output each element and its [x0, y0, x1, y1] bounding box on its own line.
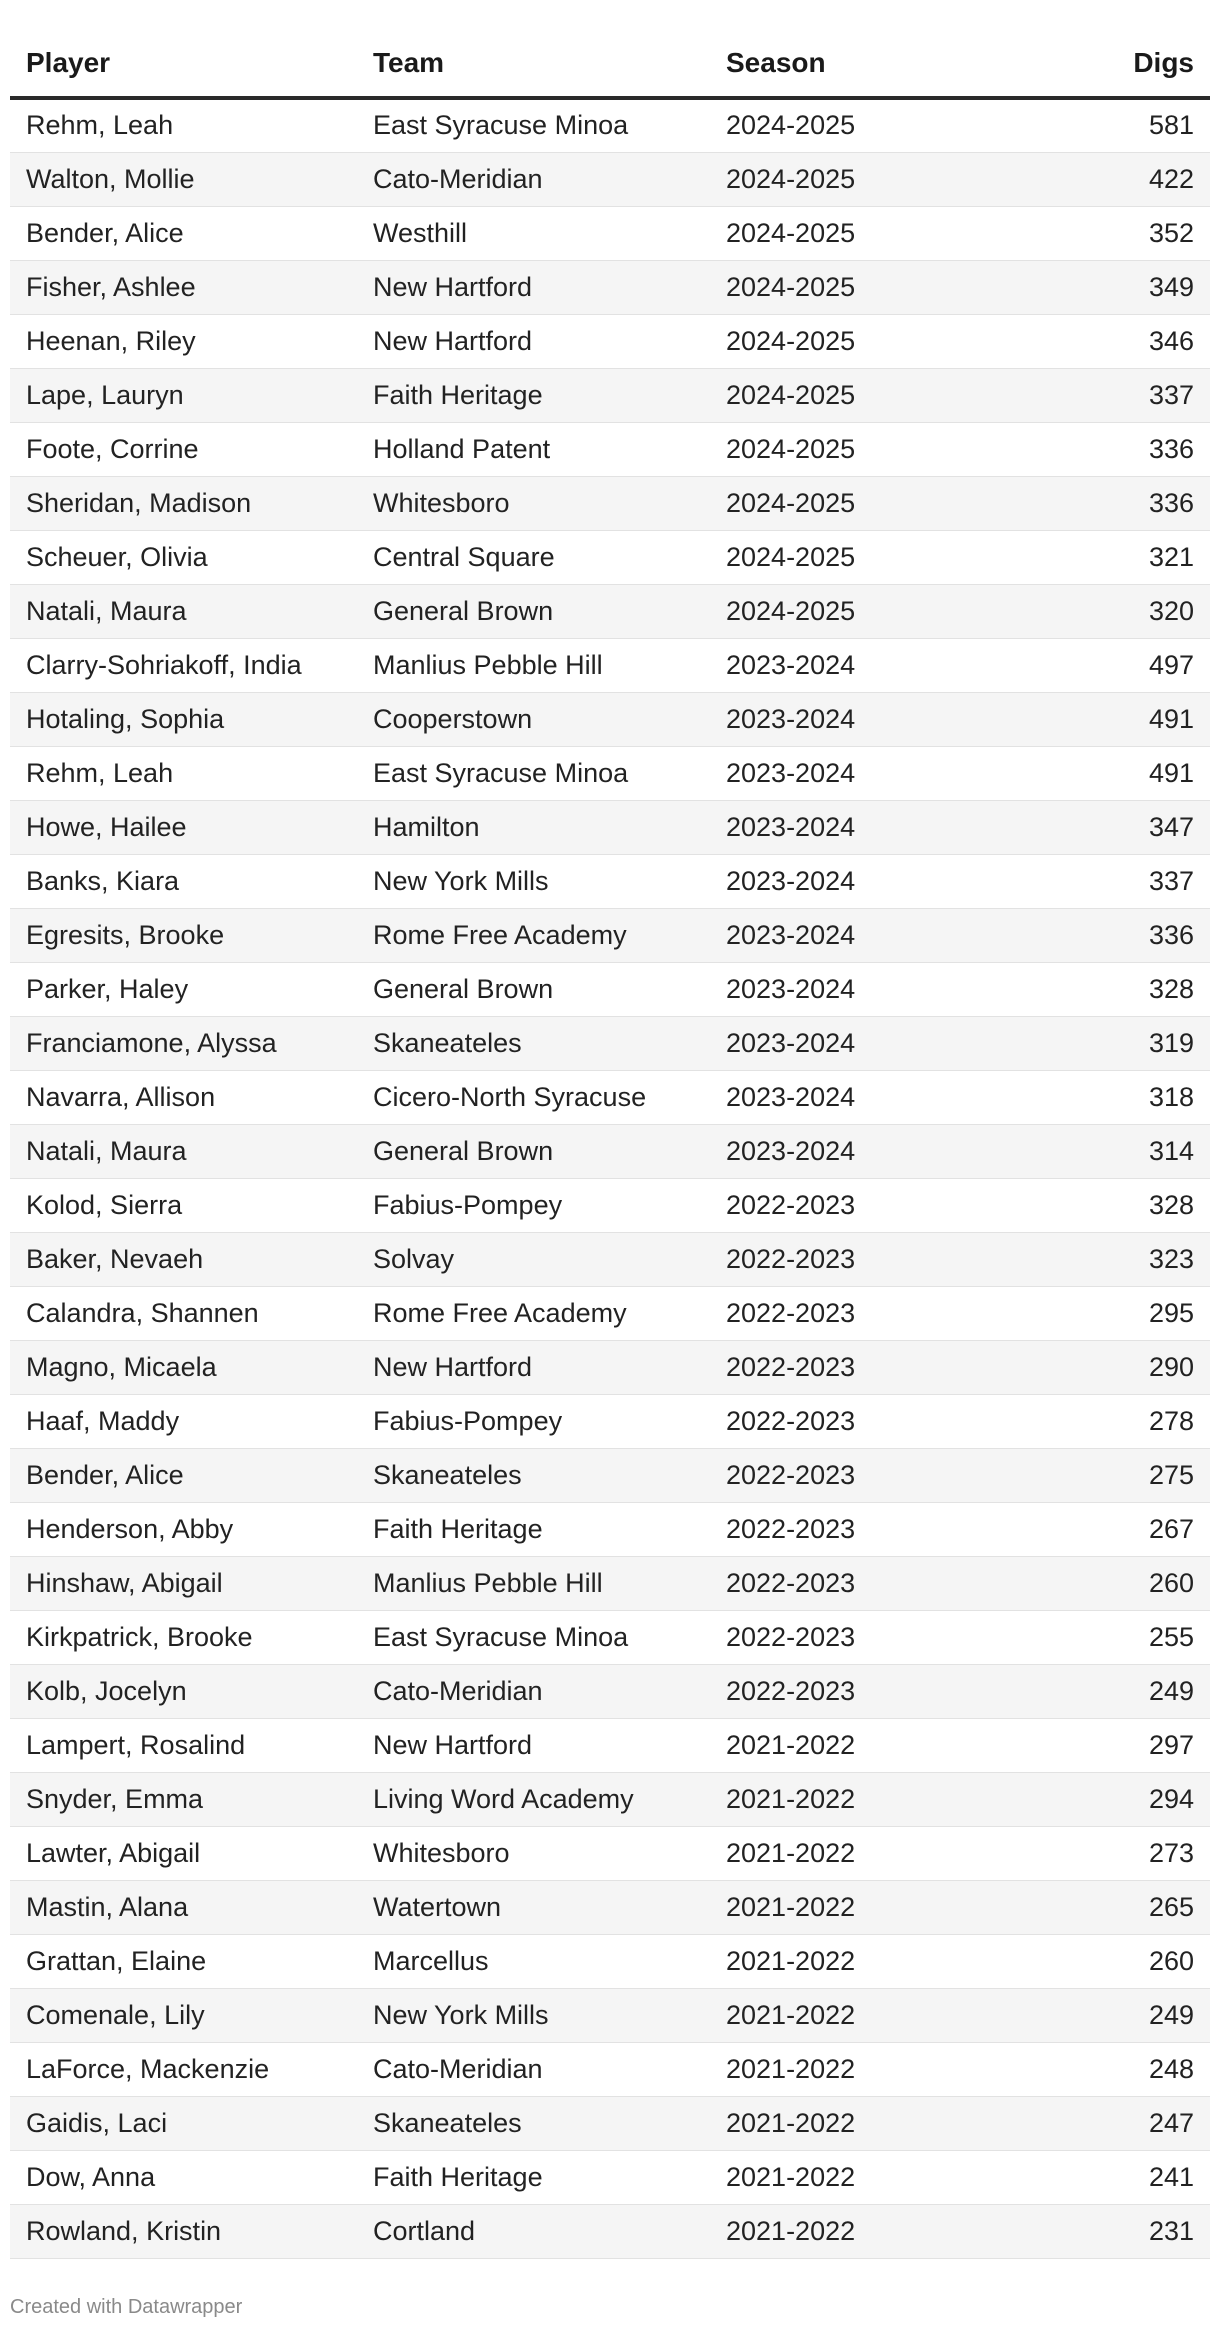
cell-player: Gaidis, Laci — [10, 2096, 357, 2150]
cell-team: Skaneateles — [357, 2096, 710, 2150]
cell-season: 2021-2022 — [710, 2042, 1010, 2096]
cell-player: Mastin, Alana — [10, 1880, 357, 1934]
cell-team: General Brown — [357, 1124, 710, 1178]
cell-digs: 328 — [1010, 1178, 1210, 1232]
table-row — [10, 1016, 1210, 1070]
cell-team: Marcellus — [357, 1934, 710, 1988]
cell-player: Bender, Alice — [10, 206, 357, 260]
cell-team: Holland Patent — [357, 422, 710, 476]
cell-player: Scheuer, Olivia — [10, 530, 357, 584]
cell-digs: 337 — [1010, 854, 1210, 908]
table-row — [10, 206, 1210, 260]
table-row — [10, 1934, 1210, 1988]
datawrapper-credit: Created with Datawrapper — [10, 2296, 243, 2318]
cell-season: 2021-2022 — [710, 1934, 1010, 1988]
cell-player: Rehm, Leah — [10, 746, 357, 800]
table-row — [10, 1448, 1210, 1502]
cell-player: Egresits, Brooke — [10, 908, 357, 962]
cell-season: 2023-2024 — [710, 746, 1010, 800]
cell-season: 2021-2022 — [710, 1826, 1010, 1880]
table-row — [10, 2150, 1210, 2204]
cell-team: Living Word Academy — [357, 1772, 710, 1826]
cell-team: Cicero-North Syracuse — [357, 1070, 710, 1124]
cell-season: 2022-2023 — [710, 1178, 1010, 1232]
cell-season: 2022-2023 — [710, 1502, 1010, 1556]
cell-digs: 347 — [1010, 800, 1210, 854]
cell-season: 2022-2023 — [710, 1286, 1010, 1340]
table-row — [10, 422, 1210, 476]
cell-season: 2022-2023 — [710, 1610, 1010, 1664]
header-row — [10, 30, 1210, 98]
column-header-team[interactable]: Team — [357, 30, 710, 98]
cell-season: 2024-2025 — [710, 476, 1010, 530]
cell-season: 2024-2025 — [710, 314, 1010, 368]
cell-digs: 323 — [1010, 1232, 1210, 1286]
cell-digs: 249 — [1010, 1988, 1210, 2042]
cell-digs: 422 — [1010, 152, 1210, 206]
cell-team: East Syracuse Minoa — [357, 746, 710, 800]
cell-digs: 352 — [1010, 206, 1210, 260]
table-row — [10, 692, 1210, 746]
cell-player: Natali, Maura — [10, 584, 357, 638]
cell-digs: 275 — [1010, 1448, 1210, 1502]
table-row — [10, 1610, 1210, 1664]
cell-season: 2023-2024 — [710, 1124, 1010, 1178]
cell-season: 2022-2023 — [710, 1394, 1010, 1448]
cell-digs: 491 — [1010, 746, 1210, 800]
cell-player: Baker, Nevaeh — [10, 1232, 357, 1286]
cell-player: Rehm, Leah — [10, 98, 357, 152]
cell-digs: 321 — [1010, 530, 1210, 584]
cell-team: Cato-Meridian — [357, 152, 710, 206]
column-header-digs[interactable]: Digs — [1010, 30, 1210, 98]
table-row — [10, 2204, 1210, 2258]
cell-player: LaForce, Mackenzie — [10, 2042, 357, 2096]
table-row — [10, 1340, 1210, 1394]
cell-season: 2021-2022 — [710, 2150, 1010, 2204]
cell-digs: 255 — [1010, 1610, 1210, 1664]
table-body — [10, 98, 1210, 2258]
cell-digs: 314 — [1010, 1124, 1210, 1178]
cell-team: Manlius Pebble Hill — [357, 1556, 710, 1610]
table-row — [10, 1286, 1210, 1340]
cell-digs: 278 — [1010, 1394, 1210, 1448]
cell-player: Hotaling, Sophia — [10, 692, 357, 746]
cell-digs: 260 — [1010, 1556, 1210, 1610]
cell-season: 2021-2022 — [710, 1718, 1010, 1772]
cell-season: 2022-2023 — [710, 1664, 1010, 1718]
table-row — [10, 908, 1210, 962]
cell-player: Parker, Haley — [10, 962, 357, 1016]
table-row — [10, 584, 1210, 638]
cell-season: 2023-2024 — [710, 692, 1010, 746]
cell-player: Navarra, Allison — [10, 1070, 357, 1124]
cell-season: 2023-2024 — [710, 800, 1010, 854]
table-row — [10, 260, 1210, 314]
table-row — [10, 746, 1210, 800]
cell-player: Hinshaw, Abigail — [10, 1556, 357, 1610]
cell-season: 2024-2025 — [710, 152, 1010, 206]
cell-digs: 581 — [1010, 98, 1210, 152]
cell-player: Foote, Corrine — [10, 422, 357, 476]
cell-team: Cooperstown — [357, 692, 710, 746]
cell-season: 2021-2022 — [710, 1988, 1010, 2042]
cell-digs: 267 — [1010, 1502, 1210, 1556]
cell-team: New Hartford — [357, 1718, 710, 1772]
cell-player: Heenan, Riley — [10, 314, 357, 368]
cell-team: Whitesboro — [357, 1826, 710, 1880]
cell-digs: 497 — [1010, 638, 1210, 692]
table-row — [10, 1772, 1210, 1826]
cell-player: Lampert, Rosalind — [10, 1718, 357, 1772]
cell-season: 2023-2024 — [710, 1070, 1010, 1124]
cell-digs: 349 — [1010, 260, 1210, 314]
cell-player: Calandra, Shannen — [10, 1286, 357, 1340]
cell-digs: 319 — [1010, 1016, 1210, 1070]
cell-digs: 336 — [1010, 908, 1210, 962]
table-row — [10, 152, 1210, 206]
cell-player: Magno, Micaela — [10, 1340, 357, 1394]
table-row — [10, 368, 1210, 422]
table-row — [10, 1178, 1210, 1232]
cell-season: 2021-2022 — [710, 1880, 1010, 1934]
cell-player: Banks, Kiara — [10, 854, 357, 908]
cell-player: Comenale, Lily — [10, 1988, 357, 2042]
cell-team: Rome Free Academy — [357, 1286, 710, 1340]
cell-team: Hamilton — [357, 800, 710, 854]
cell-team: Faith Heritage — [357, 368, 710, 422]
cell-player: Kirkpatrick, Brooke — [10, 1610, 357, 1664]
cell-player: Haaf, Maddy — [10, 1394, 357, 1448]
cell-digs: 265 — [1010, 1880, 1210, 1934]
cell-team: Fabius-Pompey — [357, 1394, 710, 1448]
cell-team: New Hartford — [357, 314, 710, 368]
cell-season: 2024-2025 — [710, 260, 1010, 314]
cell-player: Walton, Mollie — [10, 152, 357, 206]
table-row — [10, 530, 1210, 584]
table-header — [10, 30, 1210, 98]
cell-team: New York Mills — [357, 1988, 710, 2042]
cell-season: 2024-2025 — [710, 530, 1010, 584]
table-row — [10, 1988, 1210, 2042]
cell-team: East Syracuse Minoa — [357, 1610, 710, 1664]
cell-digs: 273 — [1010, 1826, 1210, 1880]
table-row — [10, 1718, 1210, 1772]
table-row — [10, 800, 1210, 854]
cell-team: Manlius Pebble Hill — [357, 638, 710, 692]
cell-digs: 336 — [1010, 422, 1210, 476]
cell-team: Cato-Meridian — [357, 2042, 710, 2096]
cell-player: Kolod, Sierra — [10, 1178, 357, 1232]
cell-digs: 336 — [1010, 476, 1210, 530]
cell-player: Rowland, Kristin — [10, 2204, 357, 2258]
table-row — [10, 314, 1210, 368]
table-row — [10, 2096, 1210, 2150]
cell-player: Clarry-Sohriakoff, India — [10, 638, 357, 692]
cell-season: 2022-2023 — [710, 1340, 1010, 1394]
cell-player: Dow, Anna — [10, 2150, 357, 2204]
table-row — [10, 1556, 1210, 1610]
table-row — [10, 1880, 1210, 1934]
cell-player: Henderson, Abby — [10, 1502, 357, 1556]
cell-team: Watertown — [357, 1880, 710, 1934]
cell-season: 2024-2025 — [710, 584, 1010, 638]
cell-season: 2023-2024 — [710, 854, 1010, 908]
cell-player: Bender, Alice — [10, 1448, 357, 1502]
cell-digs: 295 — [1010, 1286, 1210, 1340]
cell-team: East Syracuse Minoa — [357, 98, 710, 152]
table-row — [10, 1394, 1210, 1448]
cell-team: Westhill — [357, 206, 710, 260]
cell-season: 2021-2022 — [710, 2096, 1010, 2150]
cell-team: Faith Heritage — [357, 2150, 710, 2204]
cell-season: 2024-2025 — [710, 98, 1010, 152]
cell-digs: 290 — [1010, 1340, 1210, 1394]
table-row — [10, 638, 1210, 692]
cell-player: Grattan, Elaine — [10, 1934, 357, 1988]
cell-player: Lawter, Abigail — [10, 1826, 357, 1880]
cell-team: Skaneateles — [357, 1016, 710, 1070]
cell-player: Kolb, Jocelyn — [10, 1664, 357, 1718]
cell-season: 2023-2024 — [710, 638, 1010, 692]
cell-digs: 337 — [1010, 368, 1210, 422]
cell-team: Whitesboro — [357, 476, 710, 530]
cell-digs: 294 — [1010, 1772, 1210, 1826]
cell-season: 2022-2023 — [710, 1448, 1010, 1502]
cell-player: Howe, Hailee — [10, 800, 357, 854]
table-row — [10, 1664, 1210, 1718]
digs-table — [10, 30, 1210, 2259]
cell-digs: 248 — [1010, 2042, 1210, 2096]
cell-team: Central Square — [357, 530, 710, 584]
cell-season: 2024-2025 — [710, 206, 1010, 260]
cell-player: Fisher, Ashlee — [10, 260, 357, 314]
cell-team: New Hartford — [357, 1340, 710, 1394]
cell-season: 2021-2022 — [710, 2204, 1010, 2258]
column-header-player[interactable]: Player — [10, 30, 357, 98]
cell-player: Lape, Lauryn — [10, 368, 357, 422]
cell-digs: 231 — [1010, 2204, 1210, 2258]
table-row — [10, 1502, 1210, 1556]
cell-player: Sheridan, Madison — [10, 476, 357, 530]
cell-season: 2024-2025 — [710, 422, 1010, 476]
cell-player: Natali, Maura — [10, 1124, 357, 1178]
cell-digs: 241 — [1010, 2150, 1210, 2204]
cell-digs: 247 — [1010, 2096, 1210, 2150]
cell-digs: 249 — [1010, 1664, 1210, 1718]
table-row — [10, 1232, 1210, 1286]
cell-team: New York Mills — [357, 854, 710, 908]
cell-season: 2023-2024 — [710, 962, 1010, 1016]
cell-season: 2022-2023 — [710, 1556, 1010, 1610]
cell-digs: 297 — [1010, 1718, 1210, 1772]
cell-team: General Brown — [357, 584, 710, 638]
table-row — [10, 1124, 1210, 1178]
cell-team: Rome Free Academy — [357, 908, 710, 962]
cell-season: 2022-2023 — [710, 1232, 1010, 1286]
table-row — [10, 1826, 1210, 1880]
table-row — [10, 476, 1210, 530]
cell-season: 2023-2024 — [710, 908, 1010, 962]
cell-digs: 320 — [1010, 584, 1210, 638]
cell-team: General Brown — [357, 962, 710, 1016]
cell-team: Solvay — [357, 1232, 710, 1286]
cell-season: 2023-2024 — [710, 1016, 1010, 1070]
cell-player: Franciamone, Alyssa — [10, 1016, 357, 1070]
cell-digs: 318 — [1010, 1070, 1210, 1124]
cell-digs: 491 — [1010, 692, 1210, 746]
cell-team: Faith Heritage — [357, 1502, 710, 1556]
table-row — [10, 98, 1210, 152]
cell-player: Snyder, Emma — [10, 1772, 357, 1826]
cell-season: 2021-2022 — [710, 1772, 1010, 1826]
cell-team: Skaneateles — [357, 1448, 710, 1502]
cell-digs: 346 — [1010, 314, 1210, 368]
table-row — [10, 1070, 1210, 1124]
table-row — [10, 2042, 1210, 2096]
cell-digs: 260 — [1010, 1934, 1210, 1988]
column-header-season[interactable]: Season — [710, 30, 1010, 98]
cell-digs: 328 — [1010, 962, 1210, 1016]
cell-team: New Hartford — [357, 260, 710, 314]
cell-season: 2024-2025 — [710, 368, 1010, 422]
cell-team: Fabius-Pompey — [357, 1178, 710, 1232]
cell-team: Cortland — [357, 2204, 710, 2258]
cell-team: Cato-Meridian — [357, 1664, 710, 1718]
table-row — [10, 854, 1210, 908]
table-row — [10, 962, 1210, 1016]
